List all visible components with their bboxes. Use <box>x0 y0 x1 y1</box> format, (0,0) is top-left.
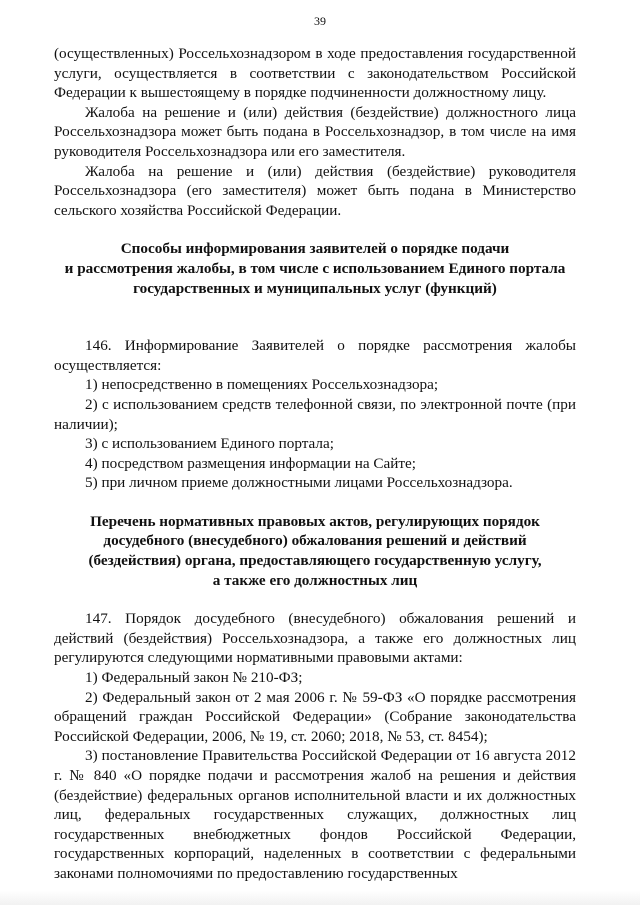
page-number: 39 <box>314 14 326 28</box>
list-item: 2) с использованием средств телефонной связи, по электронной почте (при наличии); <box>54 395 576 433</box>
heading-line: и рассмотрения жалобы, в том числе с использованием Единого портала <box>64 259 566 277</box>
paragraph: Жалоба на решение и (или) действия (бездействие) должностного лица Россельхознадзора может быть подана в Россельхознадзор, в том числе на имя руководителя Россельхознадзора или его заместителя. <box>54 103 576 160</box>
clause-147: 147. Порядок досудебного (внесудебного) обжалования решений и действий (бездействия) Россельхознадзора, а также его должностных лиц регулируются следующими нормативными правовыми актами: <box>54 610 576 667</box>
heading-line: а также его должностных лиц <box>212 571 418 589</box>
list-item: 4) посредством размещения информации на Сайте; <box>85 454 416 472</box>
list-item: 1) Федеральный закон № 210-ФЗ; <box>85 669 303 687</box>
heading-line: досудебного (внесудебного) обжалования решений и действий <box>103 532 527 550</box>
list-item: 3) с использованием Единого портала; <box>85 435 334 453</box>
clause-146: 146. Информирование Заявителей о порядке рассмотрения жалобы осуществляется: <box>54 337 576 374</box>
heading-line: государственных и муниципальных услуг (функций) <box>133 279 497 297</box>
section-heading-legal-acts <box>54 512 576 590</box>
list-item: 5) при личном приеме должностными лицами Россельхознадзора. <box>85 474 513 492</box>
heading-line: (бездействия) органа, предоставляющего государственную услугу, <box>88 552 542 570</box>
section-heading-complaint-info <box>54 239 576 298</box>
heading-line: Перечень нормативных правовых актов, регулирующих порядок <box>90 512 540 530</box>
document-body <box>54 44 576 884</box>
list-item: 3) постановление Правительства Российской Федерации от 16 августа 2012 г. № 840 «О порядке подачи и рассмотрения жалоб на решения и действия (бездействие) федеральных органов исполнительной власти и их должностных лиц, федеральных государственных служащих, должностных лиц государственных внебюджетных фондов Российской Федерации, государственных корпораций, наделенных в соответствии с федеральными законами полномочиями по предоставлению государственных <box>54 747 576 882</box>
scan-edge <box>0 891 640 905</box>
paragraph: (осуществленных) Россельхознадзором в ходе предоставления государственной услуги, осуществляется в соответствии с законодательством Российской Федерации к вышестоящему в порядке подчиненности должностному лицу. <box>54 45 576 102</box>
list-item: 1) непосредственно в помещениях Россельхознадзора; <box>85 376 439 394</box>
list-item: 2) Федеральный закон от 2 мая 2006 г. № 59-ФЗ «О порядке рассмотрения обращений граждан Российской Федерации» (Собрание законодательства Российской Федерации, 2006, № 19, ст. 2060; 2018, № 53, ст. 8454); <box>54 688 576 745</box>
heading-line: Способы информирования заявителей о порядке подачи <box>120 240 510 258</box>
paragraph: Жалоба на решение и (или) действия (бездействие) руководителя Россельхознадзора (его заместителя) может быть подана в Министерство сельского хозяйства Российской Федерации. <box>54 162 576 219</box>
